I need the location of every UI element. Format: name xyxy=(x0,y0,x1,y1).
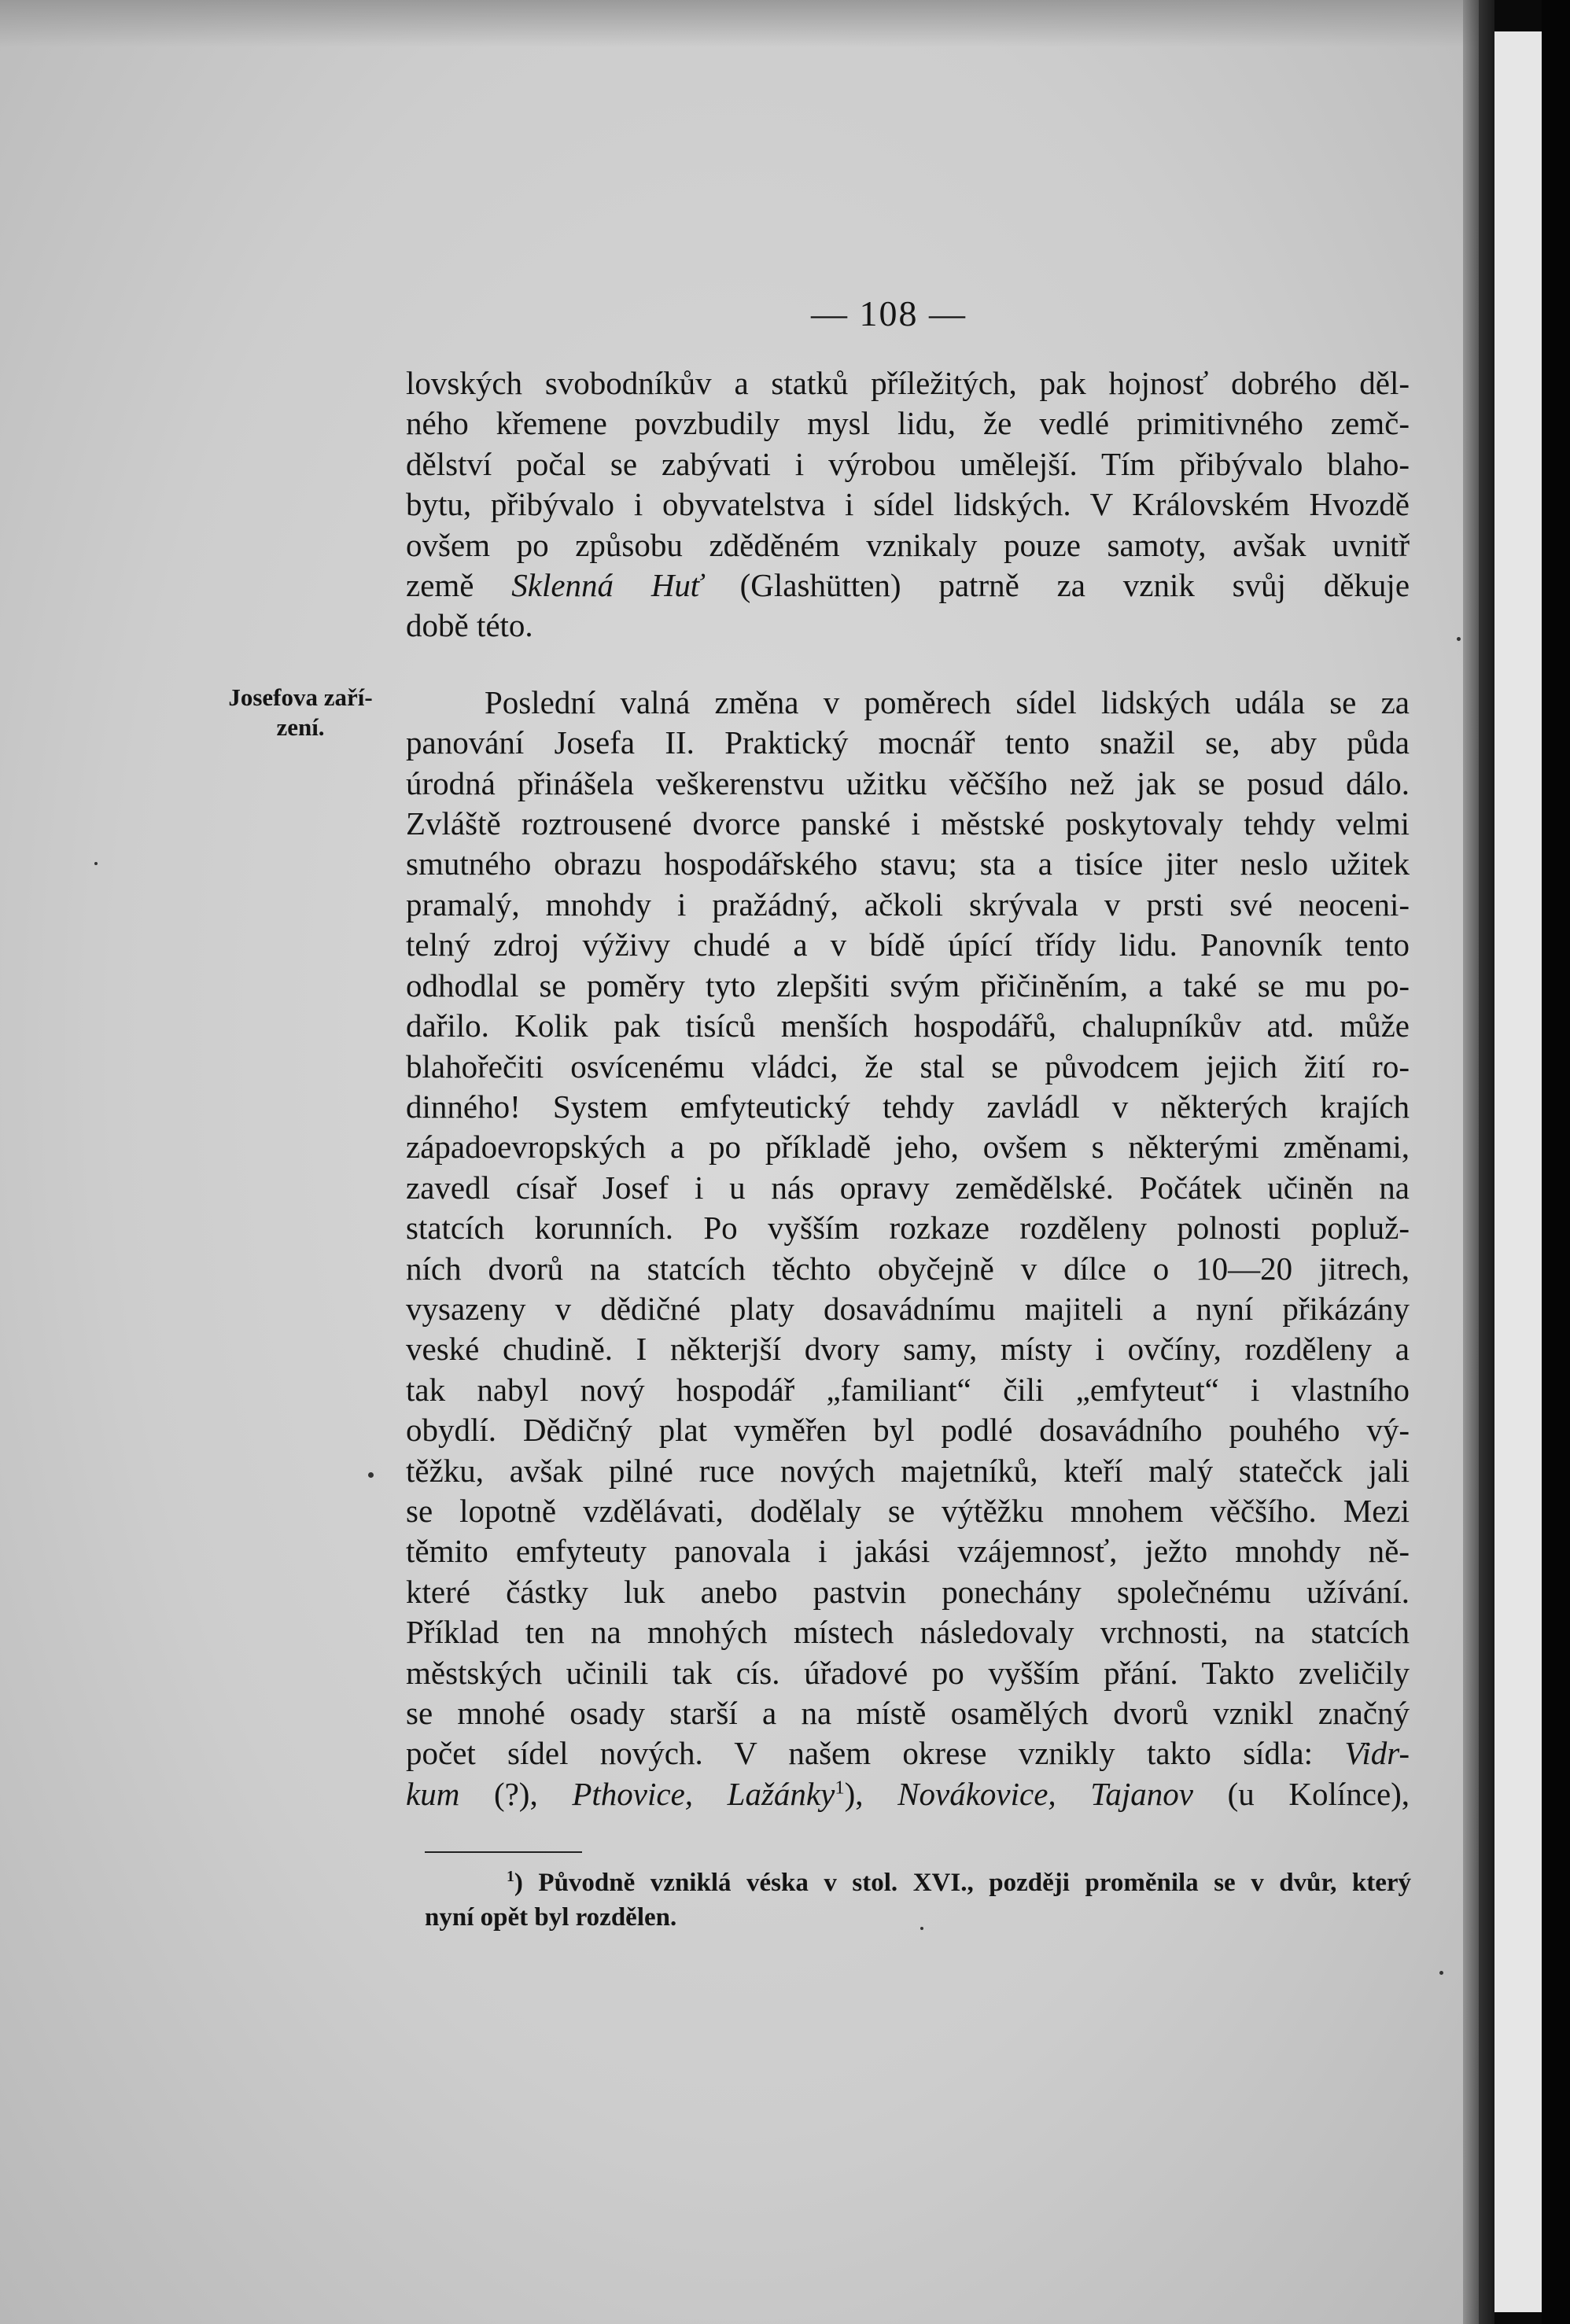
italic-place-name: Novákovice, xyxy=(897,1775,1056,1812)
text-line: ovšem po způsobu zděděném vznikaly pouze samoty, avšak uvnitř xyxy=(406,526,1410,563)
page-number: — 108 — xyxy=(811,293,967,333)
footnote-marker: 1 xyxy=(507,1868,514,1886)
text-line: statcích korunních. Po vyšším rozkaze rozděleny polnosti popluž- xyxy=(406,1210,1410,1247)
italic-place-name: Pthovice, xyxy=(572,1775,694,1812)
text-line: Poslední valná změna v poměrech sídel lidských udála se za xyxy=(485,683,1410,720)
text-line: dinného! System emfyteutický tehdy zavládl v některých krajích xyxy=(406,1088,1410,1125)
footnote xyxy=(425,1865,1411,1935)
text-line: úrodná přinášela veškerenstvu užitku věčšího než jak se posud dálo. xyxy=(406,764,1410,801)
paper-speck xyxy=(368,1472,374,1478)
scan-border xyxy=(1542,0,1570,2324)
italic-place-name: Sklenná Huť xyxy=(511,567,702,604)
text-line: vysazeny v dědičné platy dosavádnímu majiteli a nyní přikázány xyxy=(406,1290,1410,1327)
text-line: dělství počal se zabývati i výrobou umělejší. Tím přibývalo blaho- xyxy=(406,445,1410,482)
text-fragment: (u Kolínce), xyxy=(1227,1775,1410,1812)
text-line: tak nabyl nový hospodář „familiant“ čili „emfyteut“ i vlastního xyxy=(406,1371,1410,1408)
text-line: se lopotně vzdělávati, dodělaly se výtěžku mnohem věčšího. Mezi xyxy=(406,1492,1410,1529)
text-line xyxy=(406,1733,1410,1773)
text-line: zavedl císař Josef i u nás opravy zemědělské. Počátek učiněn na xyxy=(406,1169,1410,1206)
text-fragment: počet sídel nových. V našem okrese vznikly takto sídla: xyxy=(406,1735,1314,1772)
footnote-line xyxy=(425,1865,1411,1900)
text-line: se mnohé osady starší a na místě osamělých dvorů vznikl značný xyxy=(406,1695,1410,1731)
italic-place-name: Vidr- xyxy=(1344,1735,1410,1772)
text-line: Zvláště roztrousené dvorce panské i městské poskytovaly tehdy velmi xyxy=(406,805,1410,842)
text-fragment: ), xyxy=(844,1775,864,1812)
paper-speck xyxy=(94,862,98,865)
text-line xyxy=(406,565,1410,606)
text-fragment: (?), xyxy=(493,1775,538,1812)
footnote-line: nyní opět byl rozdělen. xyxy=(425,1903,677,1932)
margin-note xyxy=(206,683,395,742)
italic-place-name: Lažánky xyxy=(727,1775,835,1812)
text-line: telný zdroj výživy chudé a v bídě úpící třídy lidu. Panovník tento xyxy=(406,926,1410,963)
text-line: Příklad ten na mnohých místech následovaly vrchnosti, na statcích xyxy=(406,1614,1410,1651)
binding-shadow xyxy=(1463,0,1494,2324)
paper-speck xyxy=(1439,1971,1443,1975)
paragraph-2 xyxy=(406,683,1410,1814)
text-line: odhodlal se poměry tyto zlepšiti svým přičiněním, a také se mu po- xyxy=(406,967,1410,1004)
margin-note-line-2: zení. xyxy=(276,713,325,741)
text-fragment: země xyxy=(406,567,474,604)
text-line: panování Josefa II. Praktický mocnář tento snažil se, aby půda xyxy=(406,724,1410,761)
text-line: ních dvorů na statcích těchto obyčejně v dílce o 10—20 jitrech, xyxy=(406,1250,1410,1287)
text-line: době této. xyxy=(406,607,533,644)
page-top-edge xyxy=(0,0,1479,47)
text-line: těmito emfyteuty panovala i jakási vzájemnosť, ježto mnohdy ně- xyxy=(406,1533,1410,1570)
main-text xyxy=(406,363,1410,1814)
text-line: západoevropských a po příkladě jeho, ovšem s některými změnami, xyxy=(406,1129,1410,1166)
footnote-ref: 1 xyxy=(835,1777,845,1799)
text-line: blahořečiti osvícenému vládci, že stal se původcem jejich žití ro- xyxy=(406,1048,1410,1085)
paragraph-1 xyxy=(406,363,1410,646)
text-line: bytu, přibývalo i obyvatelstva i sídel lidských. V Královském Hvozdě xyxy=(406,486,1410,523)
text-line: ného křemene povzbudily mysl lidu, že vedlé primitivného zemč- xyxy=(406,405,1410,442)
margin-note-line-1: Josefova zaří- xyxy=(228,683,373,711)
text-line xyxy=(406,1774,1410,1814)
text-line: těžku, avšak pilné ruce nových majetníků, kteří malý statečck jali xyxy=(406,1452,1410,1489)
text-fragment: ) Původně vzniklá véska v stol. XVI., později proměnila se v dvůr, který xyxy=(514,1869,1411,1897)
text-line: městských učinili tak cís. úřadové po vyšším přání. Takto zveličily xyxy=(406,1654,1410,1691)
text-fragment: (Glashütten) patrně za vznik svůj děkuje xyxy=(739,567,1410,604)
text-line: lovských svobodníkův a statků příležitých, pak hojnosť dobrého děl- xyxy=(406,365,1410,401)
text-line: pramalý, mnohdy i pražádný, ačkoli skrývala v prsti své neoceni- xyxy=(406,886,1410,923)
text-line: které částky luk anebo pastvin ponechány společnému užívání. xyxy=(406,1573,1410,1610)
text-line: obydlí. Dědičný plat vyměřen byl podlé dosavádního pouhého vý- xyxy=(406,1412,1410,1449)
footnote-divider xyxy=(425,1851,582,1853)
italic-place-name: kum xyxy=(406,1775,460,1812)
text-line: veské chudině. I některjší dvory samy, místy i ovčíny, rozděleny a xyxy=(406,1331,1410,1368)
italic-place-name: Tajanov xyxy=(1090,1775,1193,1812)
text-line: smutného obrazu hospodářského stavu; sta a tisíce jiter neslo užitek xyxy=(406,845,1410,882)
text-line: dařilo. Kolik pak tisíců menších hospodářů, chalupníkův atd. může xyxy=(406,1007,1410,1044)
paper-speck xyxy=(1457,637,1461,641)
paper-speck xyxy=(920,1927,923,1930)
